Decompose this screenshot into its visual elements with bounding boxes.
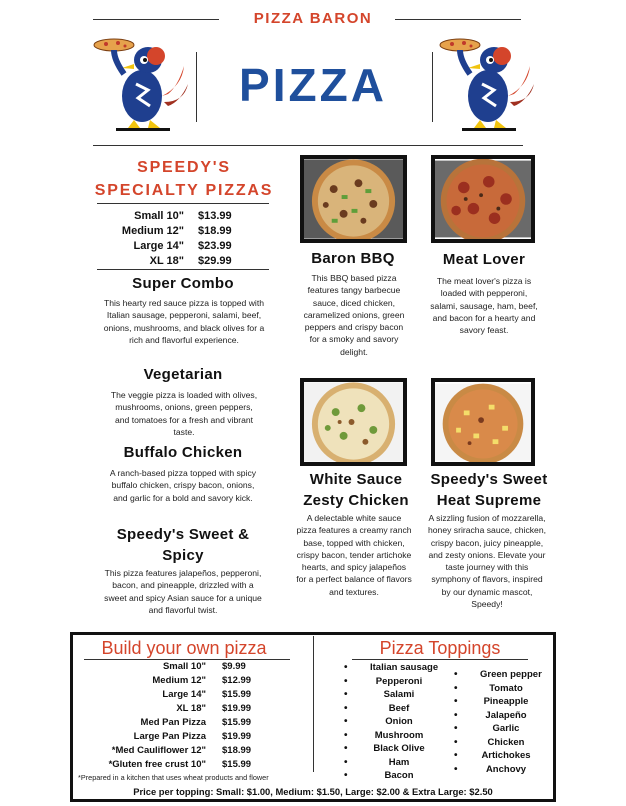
- specialty-heading-line1: SPEEDY'S: [137, 159, 231, 176]
- price-size: *Med Cauliflower 12": [111, 745, 206, 756]
- bottom-box-divider: [313, 636, 314, 772]
- price-value: $13.99: [198, 210, 232, 222]
- topping-item: • Chicken: [480, 736, 532, 750]
- price-size: XL 18": [149, 255, 184, 267]
- heat-supreme-title: [422, 469, 556, 511]
- price-size: XL 18": [176, 703, 206, 714]
- header-bottom-rule: [93, 145, 523, 146]
- price-row: [100, 254, 232, 269]
- topping-item: • Jalapeño: [480, 709, 532, 723]
- topping-item: • Black Olive: [370, 742, 428, 756]
- topping-item: • Tomato: [480, 682, 532, 696]
- price-row: [100, 209, 232, 224]
- topping-item: • Salami: [370, 688, 428, 702]
- price-value: $12.99: [222, 675, 252, 686]
- price-size: Med Pan Pizza: [140, 717, 206, 728]
- baron-bbq-title: Baron BBQ: [311, 250, 395, 267]
- price-row: [80, 730, 251, 744]
- meat-lover-description: The meat lover's pizza is loaded with pepperoni, salami, sausage, ham, beef, and bacon for a hearty and savory feast.: [430, 276, 538, 336]
- topping-item: • Anchovy: [480, 763, 532, 777]
- price-row: [80, 744, 251, 758]
- toppings-heading: Pizza Toppings: [379, 638, 501, 658]
- build-footnote: *Prepared in a kitchen that uses wheat products and flower: [78, 773, 269, 782]
- heat-supreme-title-line1: Speedy's Sweet: [430, 471, 548, 488]
- price-size: Medium 12": [152, 675, 206, 686]
- price-size: Small 10": [134, 210, 184, 222]
- price-row: [80, 758, 251, 772]
- price-value: $19.99: [222, 731, 252, 742]
- topping-item: • Bacon: [370, 769, 428, 783]
- build-heading: Build your own pizza: [101, 638, 267, 658]
- specialty-heading: [84, 156, 284, 202]
- toppings-list-col2: [480, 668, 542, 776]
- sweet-spicy-title-line2: Spicy: [162, 547, 204, 564]
- sweet-spicy-description: This pizza features jalapeños, pepperoni, bacon, and pineapple, drizzled with a sweet and spicy Asian sauce for a unique and flavorful twist.: [104, 568, 262, 615]
- topping-item: • Pepperoni: [370, 675, 428, 689]
- pizza-image: [435, 382, 531, 462]
- vegetarian-description: The veggie pizza is loaded with olives, mushrooms, onions, green peppers, and tomatoes for a fresh and vibrant taste.: [110, 390, 258, 437]
- price-value: $19.99: [222, 703, 252, 714]
- meat-lover-title: Meat Lover: [442, 251, 526, 268]
- heat-supreme-description: A sizzling fusion of mozzarella, honey sriracha sauce, chicken, crispy bacon, juicy pineapple, and zesty onions. Elevate your taste journey with this symphony of flavors, inspired by our dynamic mascot, Speedy!: [428, 513, 546, 610]
- topping-item: • Italian sausage: [370, 661, 428, 675]
- price-size: *Gluten free crust 10": [108, 759, 206, 770]
- topping-price-note: Price per topping: Small: $1.00, Medium: $1.50, Large: $2.00 & Extra Large: $2.50: [133, 786, 493, 797]
- topping-item: • Mushroom: [370, 729, 428, 743]
- baron-bbq-photo: [300, 155, 407, 243]
- pizza-image: [435, 159, 531, 239]
- price-row: [80, 660, 251, 674]
- topping-item: • Beef: [370, 702, 428, 716]
- specialty-heading-line2: SPECIALTY PIZZAS: [94, 182, 274, 199]
- topping-item: • Garlic: [480, 722, 532, 736]
- price-value: $15.99: [222, 759, 252, 770]
- brand-name: PIZZA BARON: [253, 10, 373, 27]
- price-value: $15.99: [222, 689, 252, 700]
- build-price-table: [80, 660, 251, 772]
- white-sauce-title: [290, 469, 422, 511]
- page-title: PIZZA: [239, 59, 387, 111]
- price-size: Large Pan Pizza: [133, 731, 206, 742]
- topping-item: • Artichokes: [480, 749, 532, 763]
- price-value: $23.99: [198, 240, 232, 252]
- vegetarian-title: Vegetarian: [143, 366, 223, 383]
- specialty-rule-top: [97, 203, 269, 204]
- toppings-list-col1: [370, 661, 439, 783]
- price-size: Large 14": [133, 240, 184, 252]
- white-sauce-title-line2: Zesty Chicken: [303, 492, 409, 509]
- meat-lover-photo: [431, 155, 535, 243]
- mascot-logo-left: [92, 36, 188, 132]
- price-row: [80, 688, 251, 702]
- buffalo-chicken-title: Buffalo Chicken: [123, 444, 243, 461]
- price-size: Large 14": [162, 689, 206, 700]
- specialty-rule-bottom: [97, 269, 269, 270]
- price-value: $15.99: [222, 717, 252, 728]
- price-value: $29.99: [198, 255, 232, 267]
- price-row: [80, 674, 251, 688]
- sweet-spicy-title-line1: Speedy's Sweet &: [116, 526, 250, 543]
- pizza-image: [304, 159, 403, 239]
- specialty-price-table: [100, 209, 232, 269]
- white-sauce-description: A delectable white sauce pizza features a creamy ranch base, topped with chicken, crispy bacon, tender artichoke hearts, and spicy jalapeños for a perfect balance of flavors and textures.: [296, 513, 412, 597]
- price-row: [80, 702, 251, 716]
- super-combo-description: This hearty red sauce pizza is topped with Italian sausage, pepperoni, salami, beef, onions, mushrooms, and black olives for a rich and flavorful experience.: [103, 298, 265, 345]
- price-size: Small 10": [162, 661, 206, 672]
- topping-item: • Onion: [370, 715, 428, 729]
- price-size: Medium 12": [121, 225, 184, 237]
- buffalo-chicken-description: A ranch-based pizza topped with spicy buffalo chicken, crispy bacon, onions, and garlic for a bold and savory kick.: [109, 468, 257, 503]
- super-combo-title: Super Combo: [132, 275, 234, 292]
- price-row: [80, 716, 251, 730]
- pizza-image: [304, 382, 403, 462]
- white-sauce-title-line1: White Sauce: [309, 471, 403, 488]
- heat-supreme-photo: [431, 378, 535, 466]
- topping-item: • Pineapple: [480, 695, 532, 709]
- heat-supreme-title-line2: Heat Supreme: [436, 492, 542, 509]
- price-row: [100, 224, 232, 239]
- topping-item: • Ham: [370, 756, 428, 770]
- price-value: $18.99: [222, 745, 252, 756]
- sweet-spicy-title: [94, 524, 272, 566]
- topping-item: • Green pepper: [480, 668, 532, 682]
- baron-bbq-description: This BBQ based pizza features tangy barbecue sauce, diced chicken, caramelized onions, green peppers and crispy bacon for a smoky and savory delight.: [303, 273, 405, 357]
- price-value: $18.99: [198, 225, 232, 237]
- price-row: [100, 239, 232, 254]
- toppings-rule: [352, 659, 528, 660]
- price-value: $9.99: [222, 661, 246, 672]
- white-sauce-photo: [300, 378, 407, 466]
- mascot-logo-right: [438, 36, 534, 132]
